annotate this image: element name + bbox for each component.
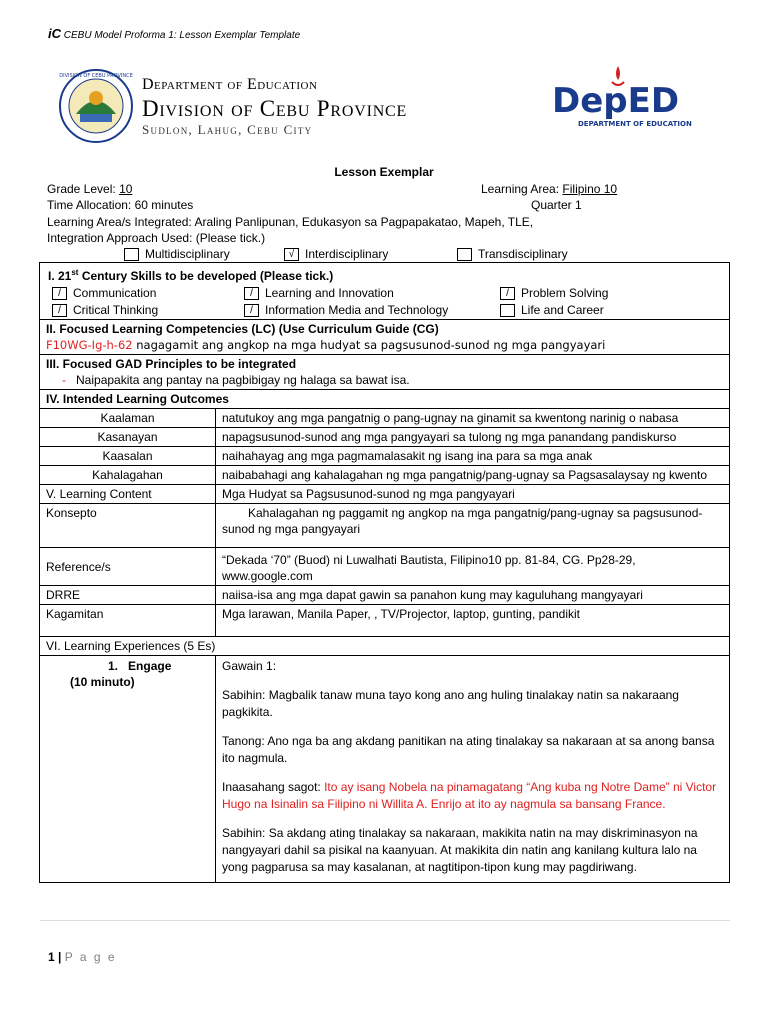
table-row — [40, 605, 730, 637]
gad-title: III. Focused GAD Principles to be integrated — [46, 357, 297, 371]
references-value: “Dekada ‘70” (Buod) ni Luwalhati Bautista, Filipino10 pp. 81-84, CG. Pp28-29, www.google.com — [216, 548, 730, 586]
outcomes-title: IV. Intended Learning Outcomes — [40, 390, 730, 409]
outcome-label: Kaasalan — [40, 447, 216, 466]
deped-logo-subtext: DEPARTMENT OF EDUCATION — [578, 120, 692, 128]
checkbox[interactable]: / — [244, 304, 259, 317]
kagamitan-label: Kagamitan — [40, 605, 216, 637]
lesson-table — [39, 262, 730, 883]
table-row — [40, 466, 730, 485]
experiences-header-row — [40, 637, 730, 656]
approach-multidisciplinary[interactable]: Multidisciplinary — [124, 247, 230, 261]
document-title: Lesson Exemplar — [334, 165, 434, 179]
table-row — [40, 586, 730, 605]
checkbox[interactable]: / — [500, 287, 515, 300]
competency-line: F10WG-Ig-h-62 nagagamit ang angkop na mga hudyat sa pagsusunod-sunod ng mga pangyayari — [46, 338, 606, 352]
engage-cell — [40, 656, 216, 883]
engage-time: (10 minuto) — [70, 675, 135, 689]
seal-text: DIVISION OF CEBU PROVINCE — [59, 73, 133, 79]
checkbox[interactable]: / — [244, 287, 259, 300]
checkbox[interactable]: / — [52, 304, 67, 317]
gad-principle: - Naipapakita ang pantay na pagbibigay ng halaga sa bawat isa. — [62, 373, 410, 387]
outcomes-header-row — [40, 390, 730, 409]
skill-problem-solving[interactable]: / Problem Solving — [500, 285, 608, 301]
skills-section — [40, 263, 730, 320]
division-seal-logo — [58, 68, 134, 144]
checkbox[interactable] — [500, 304, 515, 317]
outcome-text: natutukoy ang mga pangatnig o pang-ugnay na ginamit sa kwentong narinig o nabasa — [216, 409, 730, 428]
references-label: Reference/s — [40, 548, 216, 586]
integration-approach: Integration Approach Used: (Please tick.) — [47, 231, 266, 245]
checkbox[interactable]: √ — [284, 248, 299, 261]
deped-logo — [548, 60, 696, 132]
experiences-title: VI. Learning Experiences (5 Es) — [40, 637, 730, 656]
drre-label: DRRE — [40, 586, 216, 605]
expected-answer: Inaasahang sagot: Ito ay isang Nobela na pinamagatang “Ang kuba ng Notre Dame” ni Victor Hugo na Isinalin sa Filipino ni Willita A. Enrijo at ito ay nagmula sa bansang France. — [222, 780, 717, 811]
outcome-label: Kasanayan — [40, 428, 216, 447]
footer-divider — [40, 920, 730, 921]
table-row — [40, 548, 730, 586]
quarter: Quarter 1 — [531, 198, 582, 212]
activity-title: Gawain 1: — [222, 659, 277, 673]
skill-life-career[interactable]: Life and Career — [500, 302, 604, 318]
kagamitan-value: Mga larawan, Manila Paper, , TV/Projector, laptop, gunting, pandikit — [216, 605, 730, 637]
instruction-sabihin-2: Sabihin: Sa akdang ating tinalakay sa nakaraan, makikita natin na may diskriminasyon na nangyayari dahil sa pisikal na kaanyuan. At makikita din natin ang kanilang kultura lalo na yong pagparusa sa may kasalanan, at nagtitipon-tipon kung may pagdiriwang. — [222, 826, 698, 874]
outcome-text: napagsusunod-sunod ang mga pangyayari sa tulong ng mga panandang pandiskurso — [216, 428, 730, 447]
outcome-label: Kaalaman — [40, 409, 216, 428]
competencies-title: II. Focused Learning Competencies (LC) (Use Curriculum Guide (CG) — [46, 322, 439, 336]
gad-section — [40, 355, 730, 390]
proforma-label: iC CEBU Model Proforma 1: Lesson Exemplar Template — [48, 26, 301, 41]
time-allocation: Time Allocation: 60 minutes — [47, 198, 194, 212]
approach-interdisciplinary[interactable]: √ Interdisciplinary — [284, 247, 388, 261]
checkbox[interactable]: / — [52, 287, 67, 300]
table-row — [40, 504, 730, 548]
learning-content-value: Mga Hudyat sa Pagsusunod-sunod ng mga pangyayari — [216, 485, 730, 504]
instruction-sabihin-1: Sabihin: Magbalik tanaw muna tayo kong ano ang huling tinalakay natin sa nakaraang pagkikita. — [222, 688, 679, 719]
learning-content-label: V. Learning Content — [40, 485, 216, 504]
deped-logo-text: DepED — [552, 81, 680, 121]
department-title: Department of Education — [142, 76, 318, 93]
table-row — [40, 428, 730, 447]
outcome-label: Kahalagahan — [40, 466, 216, 485]
grade-level: Grade Level: 10 — [47, 182, 133, 196]
outcome-text: naibabahagi ang kahalagahan ng mga pangatnig/pang-ugnay sa Pagsasalaysay ng kwento — [216, 466, 730, 485]
engage-row — [40, 656, 730, 883]
competency-code: F10WG-Ig-h-62 — [46, 338, 133, 352]
engage-content — [216, 656, 730, 883]
table-row — [40, 485, 730, 504]
checkbox[interactable] — [124, 248, 139, 261]
table-row — [40, 447, 730, 466]
page-number: 1 | P a g e — [48, 950, 117, 964]
division-address: Sudlon, Lahug, Cebu City — [142, 122, 313, 137]
konsepto-value: Kahalagahan ng paggamit ng angkop na mga pangatnig/pang-ugnay sa pagsusunod-sunod ng mga pangyayari — [216, 504, 730, 548]
approach-transdisciplinary[interactable]: Transdisciplinary — [457, 247, 568, 261]
checkbox[interactable] — [457, 248, 472, 261]
outcome-text: naihahayag ang mga pagmamalasakit ng isang ina para sa mga anak — [216, 447, 730, 466]
skill-information-media[interactable]: / Information Media and Technology — [244, 302, 448, 318]
skills-title: I. 21st Century Skills to be developed (Please tick.) — [48, 268, 334, 283]
skill-critical-thinking[interactable]: / Critical Thinking — [52, 302, 158, 318]
division-title: Division of Cebu Province — [142, 96, 408, 121]
skill-communication[interactable]: / Communication — [52, 285, 156, 301]
skill-learning-innovation[interactable]: / Learning and Innovation — [244, 285, 394, 301]
question-tanong: Tanong: Ano nga ba ang akdang panitikan na ating tinalakay sa nakaraan at sa anong bansa ito nagmula. — [222, 734, 715, 765]
integrated-areas: Learning Area/s Integrated: Araling Panlipunan, Edukasyon sa Pagpapakatao, Mapeh, TLE, — [47, 215, 534, 229]
table-row — [40, 409, 730, 428]
engage-label: 1. Engage — [108, 659, 172, 673]
konsepto-label: Konsepto — [40, 504, 216, 548]
drre-value: naiisa-isa ang mga dapat gawin sa panahon kung may kaguluhang mangyayari — [216, 586, 730, 605]
competencies-section — [40, 320, 730, 355]
learning-area: Learning Area: Filipino 10 — [481, 182, 618, 196]
